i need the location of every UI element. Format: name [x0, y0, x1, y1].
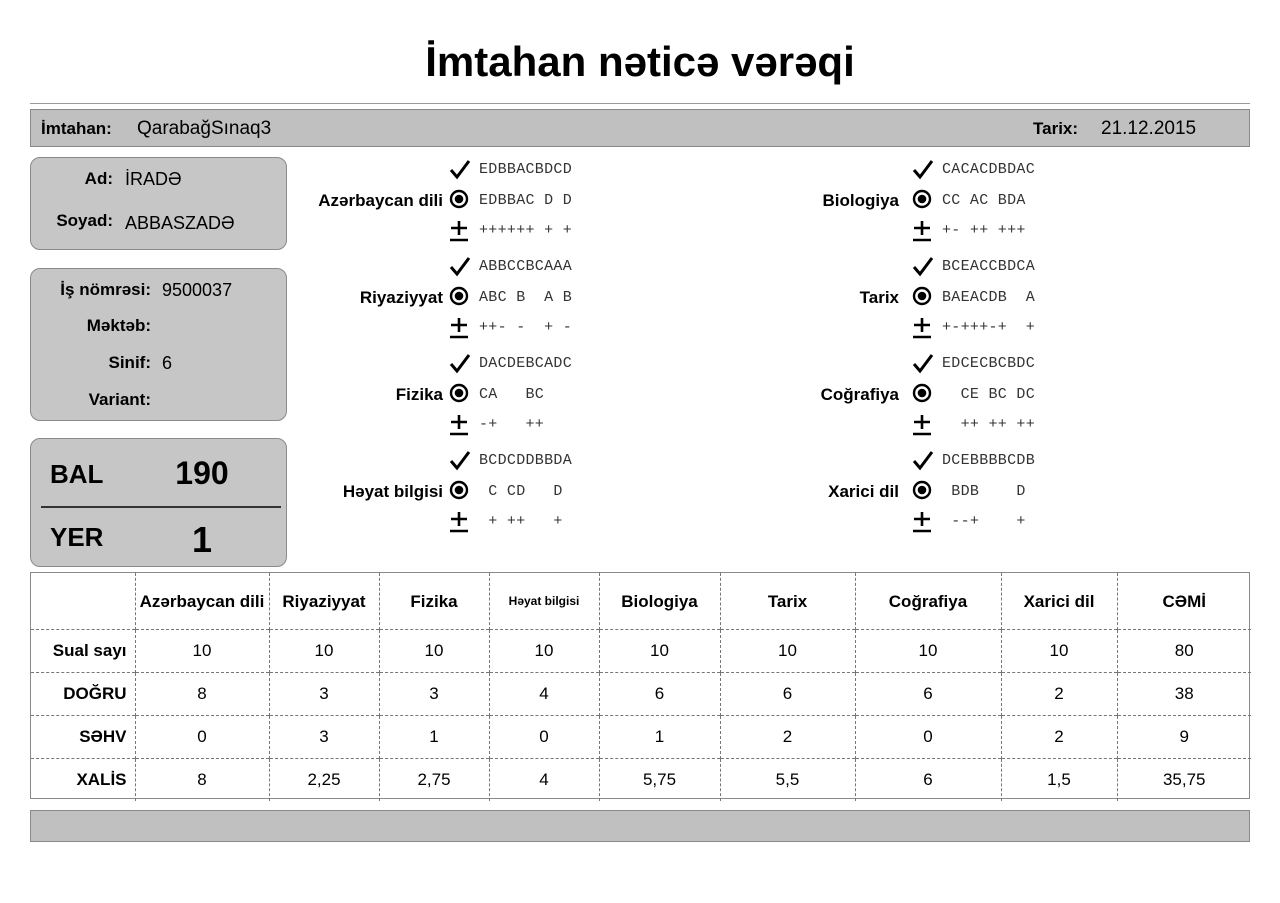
result-marks-heyat-bilgisi: + ++ + [479, 513, 563, 530]
table-cell: 1,5 [1001, 759, 1117, 802]
col-header-riyaziyyat: Riyaziyyat [269, 573, 379, 630]
name-label: Ad: [84, 169, 113, 188]
radio-filled-icon [449, 189, 471, 213]
bal-value: 190 [175, 455, 229, 491]
subject-name-azerbaycan-dili: Azərbaycan dili [318, 191, 443, 210]
plus-minus-icon [912, 510, 934, 534]
class-value: 6 [162, 353, 173, 373]
page-title: İmtahan nəticə vərəqi [425, 38, 855, 85]
table-cell: 2 [1001, 716, 1117, 759]
info-card [30, 268, 287, 421]
table-cell: 0 [135, 716, 269, 759]
table-cell: 10 [720, 630, 855, 673]
variant-label: Variant: [88, 390, 151, 409]
yer-label: YER [50, 522, 104, 552]
table-cell: 8 [135, 673, 269, 716]
col-header-cemi: CƏMİ [1117, 573, 1251, 630]
table-cell: 2 [1001, 673, 1117, 716]
name-value: İRADƏ [125, 169, 182, 189]
work-no-value: 9500037 [162, 280, 233, 300]
table-cell: 10 [135, 630, 269, 673]
summary-table [30, 572, 1250, 799]
surname-label: Soyad: [56, 211, 113, 230]
question-count-row [31, 630, 1251, 673]
check-icon [912, 158, 934, 182]
check-icon [912, 449, 934, 473]
result-marks-xarici-dil: --+ + [942, 513, 1026, 530]
answer-key-heyat-bilgisi: BCDCDDBBDA [479, 452, 573, 469]
title-divider [30, 103, 1250, 104]
table-cell: 2,75 [379, 759, 489, 802]
table-cell: 1 [379, 716, 489, 759]
check-icon [449, 158, 471, 182]
table-cell: 4 [489, 759, 599, 802]
table-cell: 6 [855, 673, 1001, 716]
plus-minus-icon [449, 510, 471, 534]
plus-minus-icon [912, 316, 934, 340]
check-icon [449, 449, 471, 473]
answer-key-cografiya: EDCECBCBDC [942, 355, 1036, 372]
table-cell: 2,25 [269, 759, 379, 802]
check-icon [449, 255, 471, 279]
exam-value: QarabağSınaq3 [137, 118, 272, 139]
date-label: Tarix: [1033, 119, 1079, 138]
col-header-fizika: Fizika [379, 573, 489, 630]
plus-minus-icon [912, 219, 934, 243]
radio-filled-icon [912, 480, 934, 504]
correct-row [31, 673, 1251, 716]
answer-key-fizika: DACDEBCADC [479, 355, 573, 372]
table-cell: 0 [489, 716, 599, 759]
plus-minus-icon [449, 413, 471, 437]
radio-filled-icon [912, 189, 934, 213]
radio-filled-icon [912, 383, 934, 407]
row-label: SƏHV [31, 716, 135, 759]
answer-key-tarix: BCEACCBDCA [942, 258, 1036, 275]
plus-minus-icon [912, 413, 934, 437]
check-icon [912, 255, 934, 279]
summary-corner [31, 573, 135, 630]
table-cell: 3 [269, 716, 379, 759]
table-cell: 35,75 [1117, 759, 1251, 802]
answer-key-xarici-dil: DCEBBBBCDB [942, 452, 1036, 469]
student-answers-azerbaycan-dili: EDBBAC D D [479, 192, 573, 209]
student-answers-tarix: BAEACDB A [942, 289, 1036, 306]
score-divider [41, 506, 281, 508]
plus-minus-icon [449, 316, 471, 340]
table-cell: 10 [489, 630, 599, 673]
student-answers-cografiya: CE BC DC [942, 386, 1036, 403]
row-label: XALİS [31, 759, 135, 802]
class-label: Sinif: [108, 353, 151, 372]
table-cell: 0 [855, 716, 1001, 759]
radio-filled-icon [449, 286, 471, 310]
table-cell: 10 [269, 630, 379, 673]
subject-name-biologiya: Biologiya [822, 191, 899, 210]
table-cell: 10 [379, 630, 489, 673]
student-card [30, 157, 287, 250]
table-cell: 8 [135, 759, 269, 802]
result-marks-cografiya: ++ ++ ++ [942, 416, 1036, 433]
result-marks-riyaziyyat: ++- - + - [479, 319, 573, 336]
table-cell: 9 [1117, 716, 1251, 759]
net-row [31, 759, 1251, 802]
work-no-label: İş nömrəsi: [60, 280, 151, 299]
table-cell: 6 [720, 673, 855, 716]
table-cell: 1 [599, 716, 720, 759]
answer-key-riyaziyyat: ABBCCBCAAA [479, 258, 573, 275]
bal-label: BAL [50, 459, 104, 489]
table-cell: 80 [1117, 630, 1251, 673]
student-answers-fizika: CA BC [479, 386, 545, 403]
surname-value: ABBASZADƏ [125, 213, 235, 233]
table-cell: 3 [379, 673, 489, 716]
subject-name-riyaziyyat: Riyaziyyat [359, 288, 443, 307]
date-value: 21.12.2015 [1101, 118, 1197, 139]
col-header-biologiya: Biologiya [599, 573, 720, 630]
answer-key-azerbaycan-dili: EDBBACBDCD [479, 161, 573, 178]
table-cell: 6 [599, 673, 720, 716]
table-cell: 2 [720, 716, 855, 759]
subject-name-heyat-bilgisi: Həyat bilgisi [342, 482, 443, 501]
radio-filled-icon [449, 480, 471, 504]
col-header-azerbaycan-dili: Azərbaycan dili [135, 573, 269, 630]
school-label: Məktəb: [86, 316, 151, 335]
yer-value: 1 [191, 519, 213, 560]
table-cell: 10 [855, 630, 1001, 673]
wrong-row [31, 716, 1251, 759]
row-label: Sual sayı [31, 630, 135, 673]
exam-label: İmtahan: [41, 119, 112, 138]
subject-name-tarix: Tarix [859, 288, 899, 307]
table-cell: 3 [269, 673, 379, 716]
table-cell: 38 [1117, 673, 1251, 716]
subject-name-xarici-dil: Xarici dil [828, 482, 899, 501]
table-cell: 10 [599, 630, 720, 673]
radio-filled-icon [449, 383, 471, 407]
result-marks-fizika: -+ ++ [479, 416, 545, 433]
table-cell: 6 [855, 759, 1001, 802]
student-answers-biologiya: CC AC BDA [942, 192, 1026, 209]
check-icon [449, 352, 471, 376]
check-icon [912, 352, 934, 376]
student-answers-heyat-bilgisi: C CD D [479, 483, 563, 500]
col-header-cografiya: Coğrafiya [855, 573, 1001, 630]
result-marks-azerbaycan-dili: ++++++ + + [479, 222, 573, 239]
plus-minus-icon [449, 219, 471, 243]
subject-name-cografiya: Coğrafiya [820, 385, 899, 404]
exam-header-bar [30, 109, 1250, 147]
col-header-xarici-dil: Xarici dil [1001, 573, 1117, 630]
result-marks-tarix: +-+++-+ + [942, 319, 1036, 336]
table-cell: 4 [489, 673, 599, 716]
col-header-heyat-bilgisi: Həyat bilgisi [489, 573, 599, 630]
result-marks-biologiya: +- ++ +++ [942, 222, 1026, 239]
table-cell: 5,75 [599, 759, 720, 802]
student-answers-xarici-dil: BDB D [942, 483, 1026, 500]
answer-key-biologiya: CACACDBDAC [942, 161, 1036, 178]
student-answers-riyaziyyat: ABC B A B [479, 289, 573, 306]
table-cell: 5,5 [720, 759, 855, 802]
table-cell: 10 [1001, 630, 1117, 673]
footer-bar [30, 810, 1250, 842]
col-header-tarix: Tarix [720, 573, 855, 630]
row-label: DOĞRU [31, 673, 135, 716]
subject-name-fizika: Fizika [395, 385, 443, 404]
score-card [30, 438, 287, 567]
radio-filled-icon [912, 286, 934, 310]
